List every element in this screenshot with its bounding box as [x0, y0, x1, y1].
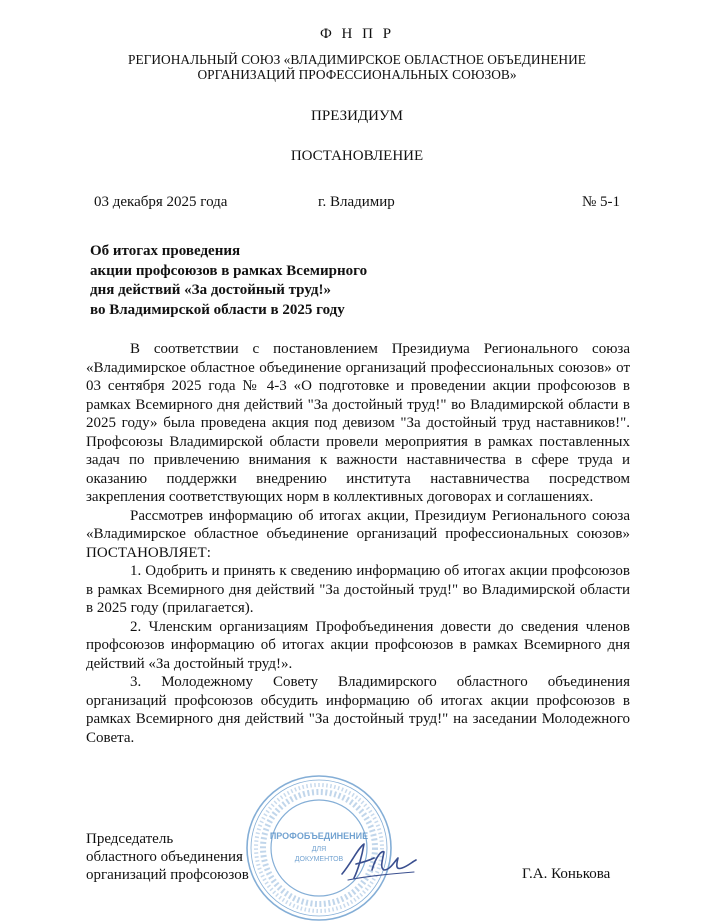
presidium-heading: ПРЕЗИДИУМ — [311, 108, 403, 124]
signatory-position — [86, 830, 249, 884]
document-number: № 5-1 — [582, 194, 621, 210]
stamp-text-line-2: ДЛЯ — [311, 846, 327, 853]
signatory-position-line: областного объединения — [86, 849, 243, 865]
document-date: 03 декабря 2025 года — [94, 194, 228, 210]
body-paragraph-resolution: Рассмотрев информацию об итогах акции, Президиум Регионального союза «Владимирское областное объединение организаций профессиональных союзов» ПОСТАНОВЛЯЕТ: — [86, 507, 630, 561]
document-city: г. Владимир — [318, 194, 395, 210]
resolution-item-2: 2. Членским организациям Профобъединения довести до сведения членов профсоюзов информацию об итогах акции профсоюзов в рамках Всемирного дня действий «За достойный труд!». — [86, 618, 630, 672]
signatory-position-line: организаций профсоюзов — [86, 867, 249, 883]
subject-line: Об итогах проведения — [90, 243, 241, 259]
document-body — [86, 340, 630, 747]
signatory-position-line: Председатель — [86, 831, 174, 847]
org-name-line-1: РЕГИОНАЛЬНЫЙ СОЮЗ «ВЛАДИМИРСКОЕ ОБЛАСТНОЕ ОБЪЕДИНЕНИЕ — [128, 52, 586, 67]
document-type: ПОСТАНОВЛЕНИЕ — [290, 148, 424, 164]
org-acronym: Ф Н П Р — [319, 26, 395, 42]
stamp-text-line-1: ПРОФОБЪЕДИНЕНИЕ — [269, 831, 369, 841]
stamp-text-line-3: ДОКУМЕНТОВ — [294, 856, 344, 863]
handwritten-signature — [338, 836, 418, 886]
org-name-line-2: ОРГАНИЗАЦИЙ ПРОФЕССИОНАЛЬНЫХ СОЮЗОВ» — [197, 67, 517, 82]
subject-line: во Владимирской области в 2025 году — [90, 301, 345, 318]
resolution-item-1: 1. Одобрить и принять к сведению информацию об итогах акции профсоюзов в рамках Всемирного дня действий "За достойный труд!" во Владимирской области в 2025 году (прилагается). — [86, 563, 630, 616]
resolution-item-3: 3. Молодежному Совету Владимирского областного объединения организаций профсоюзов обсудить информацию об итогах акции профсоюзов в рамках Всемирного дня действий "За достойный труд!" на заседании Молодежного Совета. — [86, 674, 630, 746]
body-paragraph-intro: В соответствии с постановлением Президиума Регионального союза «Владимирское областное объединение организаций профессиональных союзов» от 03 сентября 2025 года № 4-3 «О подготовке и проведении акции профсоюзов в рамках Всемирного дня действий "За достойный труд!" во Владимирской области в 2025 году» была проведена акция под девизом "За достойный труд наставников!". Профсоюзы Владимирской области провели мероприятия в рамках поставленных задач по привлечению внимания к важности наставничества в сфере труда и оказанию поддержки внедрению института наставничества посредством закрепления соответствующих норм в коллективных договорах и соглашениях. — [86, 341, 630, 505]
subject-line: акции профсоюзов в рамках Всемирного — [90, 262, 368, 279]
subject-line: дня действий «За достойный труд!» — [90, 282, 331, 298]
signatory-name: Г.А. Конькова — [522, 866, 611, 882]
document-subject — [90, 242, 367, 320]
